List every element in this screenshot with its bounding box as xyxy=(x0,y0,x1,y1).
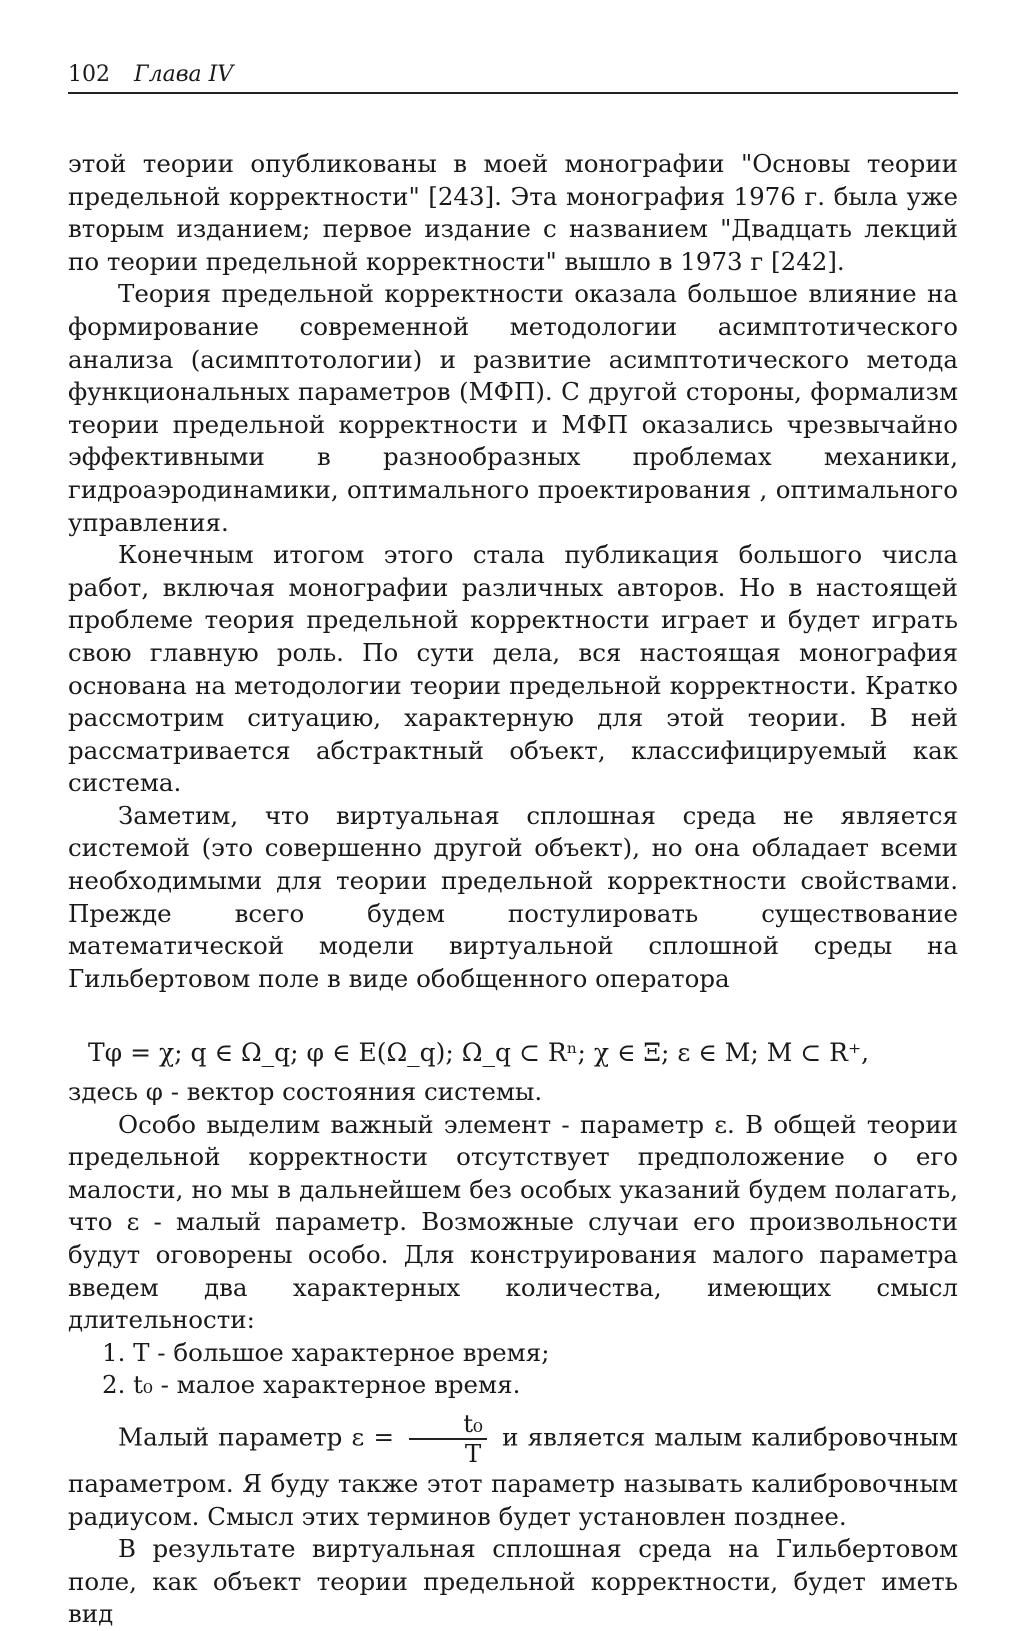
time-scale-list xyxy=(68,1337,958,1402)
list-item: 2. t₀ - малое характерное время. xyxy=(102,1370,521,1400)
list-item: 1. T - большое характерное время; xyxy=(102,1337,550,1367)
operator-formula: Tφ = χ; q ∈ Ω_q; φ ∈ E(Ω_q); Ω_q ⊂ Rⁿ; χ ∈ Ξ; ε ∈ M; M ⊂ R⁺, xyxy=(88,1038,870,1068)
paragraph-1: этой теории опубликованы в моей монографии "Основы теории предельной корректности" [243]. Эта монография 1976 г. была уже вторым изданием; первое издание с названием "Двадцать лекций по теории предельной корректности" вышло в 1973 г [242]. xyxy=(68,149,958,276)
paragraph-3: Конечным итогом этого стала публикация большого числа работ, включая монографии различных авторов. Но в настоящей проблеме теория предельной корректности играет и будет играть свою главную роль. По сути дела, вся настоящая монография основана на методологии теории предельной корректности. Кратко рассмотрим ситуацию, характерную для этой теории. В ней рассматривается абстрактный объект, классифицируемый как система. xyxy=(68,540,958,798)
paragraph-7 xyxy=(68,1410,958,1533)
paragraph-8: В результате виртуальная сплошная среда на Гильбертовом поле, как объект теории предельной корректности, будет иметь вид xyxy=(68,1534,958,1629)
running-header xyxy=(68,62,958,94)
small-parameter-label: Малый параметр ε = xyxy=(118,1422,394,1452)
paragraph-4: Заметим, что виртуальная сплошная среда не является системой (это совершенно другой объект), но она обладает всеми необходимыми для теории предельной корректности свойствами. Прежде всего будем постулировать существование математической модели виртуальной сплошной среды на Гильбертовом поле в виде обобщенного оператора xyxy=(68,800,958,993)
fraction xyxy=(409,1410,487,1468)
small-parameter-text: и является малым калибровочным параметром. Я буду также этот параметр называть калибровочным радиусом. Смысл этих терминов будет установлен позднее. xyxy=(68,1422,958,1531)
page xyxy=(68,62,958,1631)
paragraph-2: Теория предельной корректности оказала большое влияние на формирование современной методологии асимптотического анализа (асимптотологии) и развитие асимптотического метода функциональных параметров (МФП). С другой стороны, формализм теории предельной корректности и МФП оказались чрезвычайно эффективными в разнообразных проблемах механики, гидроаэродинамики, оптимального проектирования , оптимального управления. xyxy=(68,279,958,537)
chapter-title: Глава IV xyxy=(134,62,234,87)
paragraph-5: здесь φ - вектор состояния системы. xyxy=(68,1077,543,1107)
fraction-numerator: t₀ xyxy=(409,1410,487,1440)
page-body xyxy=(68,148,958,1631)
page-number: 102 xyxy=(68,62,110,87)
paragraph-6: Особо выделим важный элемент - параметр ε. В общей теории предельной корректности отсутствует предположение о его малости, но мы в дальнейшем без особых указаний будем полагать, что ε - малый параметр. Возможные случаи его произвольности будут оговорены особо. Для конструирования малого параметра введем два характерных количества, имеющих смысл длительности: xyxy=(68,1109,958,1335)
fraction-denominator: T xyxy=(464,1438,482,1468)
